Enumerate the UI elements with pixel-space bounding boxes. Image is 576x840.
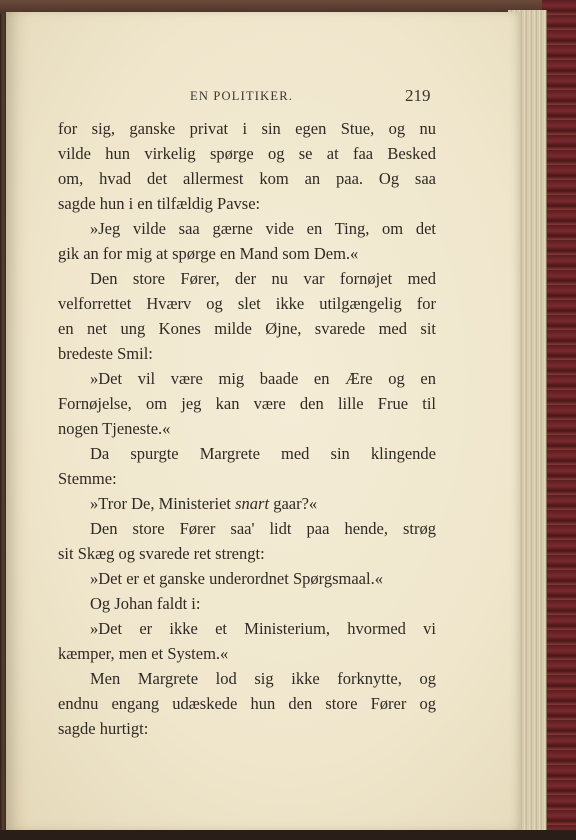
- text-line: »Det vil være mig baade en Ære og en: [90, 369, 436, 388]
- text-line: for sig, ganske privat i sin egen Stue, og nu: [58, 119, 436, 138]
- text-line: velforrettet Hværv og slet ikke utilgængelig for: [58, 294, 436, 313]
- text-line: bredeste Smil:: [58, 344, 153, 363]
- text-line: sit Skæg og svarede ret strengt:: [58, 544, 265, 563]
- running-head: EN POLITIKER.: [190, 89, 294, 103]
- book-bottom-edge: [0, 830, 576, 840]
- text-line: gik an for mig at spørge en Mand som Dem.«: [58, 244, 359, 263]
- text-line: Fornøjelse, om jeg kan være den lille Frue til: [58, 394, 436, 413]
- text-line: [58, 491, 436, 516]
- page-number: 219: [405, 86, 431, 105]
- text-line: Den store Fører saa' lidt paa hende, strøg: [90, 519, 436, 538]
- text-line: en net ung Kones milde Øjne, svarede med sit: [58, 319, 436, 338]
- text-line: Stemme:: [58, 469, 117, 488]
- text-line: kæmper, men et System.«: [58, 644, 229, 663]
- text-line: Den store Fører, der nu var fornøjet med: [90, 269, 436, 288]
- text-line: nogen Tjeneste.«: [58, 419, 171, 438]
- text-line: Men Margrete lod sig ikke forknytte, og: [90, 669, 436, 688]
- text-line: sagde hurtigt:: [58, 719, 149, 738]
- text-line: »Jeg vilde saa gærne vide en Ting, om det: [90, 219, 436, 238]
- text-line: endnu engang udæskede hun den store Fører og: [58, 694, 436, 713]
- text-span: gaar?«: [269, 494, 318, 513]
- body-text: [58, 116, 436, 741]
- text-line: sagde hun i en tilfældig Pavse:: [58, 194, 261, 213]
- text-line: Da spurgte Margrete med sin klingende: [90, 444, 436, 463]
- text-span: »Tror De, Ministeriet: [90, 494, 236, 513]
- text-line: vilde hun virkelig spørge og se at faa Besked: [58, 144, 436, 163]
- book-cover-edge: [542, 0, 576, 840]
- page-header: [6, 86, 520, 108]
- text-line: »Det er ikke et Ministerium, hvormed vi: [90, 619, 436, 638]
- text-line: »Det er et ganske underordnet Spørgsmaal.«: [90, 569, 383, 588]
- emphasized-word: snart: [235, 494, 270, 513]
- text-line: Og Johan faldt i:: [90, 594, 201, 613]
- text-line: om, hvad det allermest kom an paa. Og saa: [58, 169, 436, 188]
